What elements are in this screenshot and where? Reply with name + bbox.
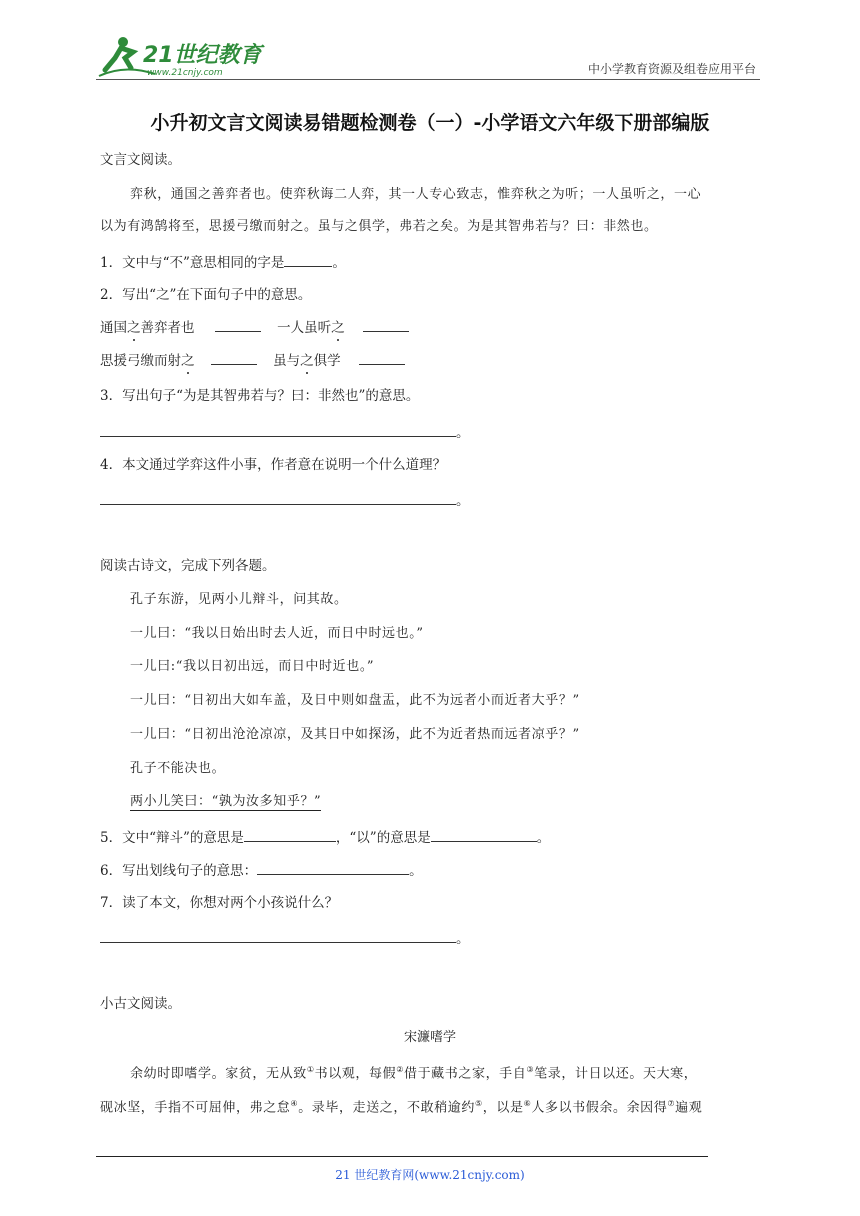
logo-url: www.21cnjy.com xyxy=(147,68,223,78)
answer-blank[interactable] xyxy=(211,350,257,365)
passage2-line4: 一儿曰：“日初出大如车盖，及日中则如盘盂，此不为远者小而近者大乎？” xyxy=(130,693,580,708)
answer-blank[interactable] xyxy=(100,928,456,943)
question-4-answer-line: 。 xyxy=(100,490,470,511)
passage2-line7-underlined: 两小儿笑曰：“孰为汝多知乎？” xyxy=(130,794,322,809)
question-1-text: 1．文中与“不”意思相同的字是 xyxy=(100,255,285,271)
passage2-line2: 一儿曰：“我以日始出时去人近，而日中时远也。” xyxy=(130,626,424,641)
answer-blank[interactable] xyxy=(215,317,261,332)
section2-intro: 阅读古诗文，完成下列各题。 xyxy=(100,558,276,574)
q2-item-a: 通国之善弈者也 xyxy=(100,320,195,336)
section3-intro: 小古文阅读。 xyxy=(100,996,181,1012)
question-6: 6．写出划线句子的意思： 。 xyxy=(100,860,423,881)
passage2-line1: 孔子东游，见两小儿辩斗，问其故。 xyxy=(130,592,348,607)
passage2-line5: 一儿曰：“日初出沧沧凉凉，及其日中如探汤，此不为近者热而远者凉乎？” xyxy=(130,727,580,742)
answer-blank[interactable] xyxy=(363,317,409,332)
question-1-end: 。 xyxy=(332,255,346,271)
question-1 xyxy=(100,252,346,273)
passage3-line2: 砚冰坚，手指不可屈伸，弗之怠④。录毕，走送之，不敢稍逾约⑤，以是⑥人多以书假余。余因得⑦遍观 xyxy=(100,1099,703,1116)
passage2-line6: 孔子不能决也。 xyxy=(130,761,226,776)
answer-blank[interactable] xyxy=(244,827,336,842)
question-3-answer-line: 。 xyxy=(100,422,470,443)
question-4: 4．本文通过学弈这件小事，作者意在说明一个什么道理？ xyxy=(100,457,447,473)
footer-divider xyxy=(96,1156,708,1157)
passage2-line3: 一儿曰:“我以日初出远，而日中时近也。” xyxy=(130,659,375,674)
question-7-answer-line: 。 xyxy=(100,928,470,949)
answer-blank[interactable] xyxy=(431,827,537,842)
header-divider xyxy=(96,79,760,80)
logo-text: 21世纪教育 xyxy=(143,43,262,68)
q2-item-b: 一人虽听之 xyxy=(277,320,345,336)
question-7: 7．读了本文，你想对两个小孩说什么？ xyxy=(100,895,339,911)
question-5: 5．文中“辩斗”的意思是 ，“以”的意思是 。 xyxy=(100,827,550,848)
passage1-line1: 弈秋，通国之善弈者也。使弈秋诲二人弈，其一人专心致志，惟弈秋之为听；一人虽听之，一心 xyxy=(130,187,702,202)
logo xyxy=(95,34,265,80)
answer-blank[interactable] xyxy=(284,252,332,267)
answer-blank[interactable] xyxy=(257,860,409,875)
question-2: 2．写出“之”在下面句子中的意思。 xyxy=(100,287,312,303)
passage1-line2: 以为有鸿鹄将至，思援弓缴而射之。虽与之俱学，弗若之矣。为是其智弗若与？曰：非然也。 xyxy=(100,219,658,234)
page-title: 小升初文言文阅读易错题检测卷（一）-小学语文六年级下册部编版 xyxy=(150,112,710,134)
q2-item-c: 思援弓缴而射之 xyxy=(100,353,195,369)
passage3-title: 宋濂嗜学 xyxy=(403,1030,456,1045)
question-2-row-2 xyxy=(100,350,405,371)
platform-label: 中小学教育资源及组卷应用平台 xyxy=(587,62,756,76)
passage3-line1: 余幼时即嗜学。家贫，无从致①书以观，每假②借于藏书之家，手自③笔录，计日以还。天大寒， xyxy=(130,1065,698,1082)
answer-blank[interactable] xyxy=(100,490,456,505)
question-3: 3．写出句子“为是其智弗若与？曰：非然也”的意思。 xyxy=(100,388,420,404)
answer-blank[interactable] xyxy=(100,422,456,437)
question-2-row-1 xyxy=(100,317,409,338)
footer-link[interactable]: 21 世纪教育网(www.21cnjy.com) xyxy=(335,1168,525,1182)
section1-intro: 文言文阅读。 xyxy=(100,152,181,168)
answer-blank[interactable] xyxy=(359,350,405,365)
q2-item-d: 虽与之俱学 xyxy=(273,353,341,369)
